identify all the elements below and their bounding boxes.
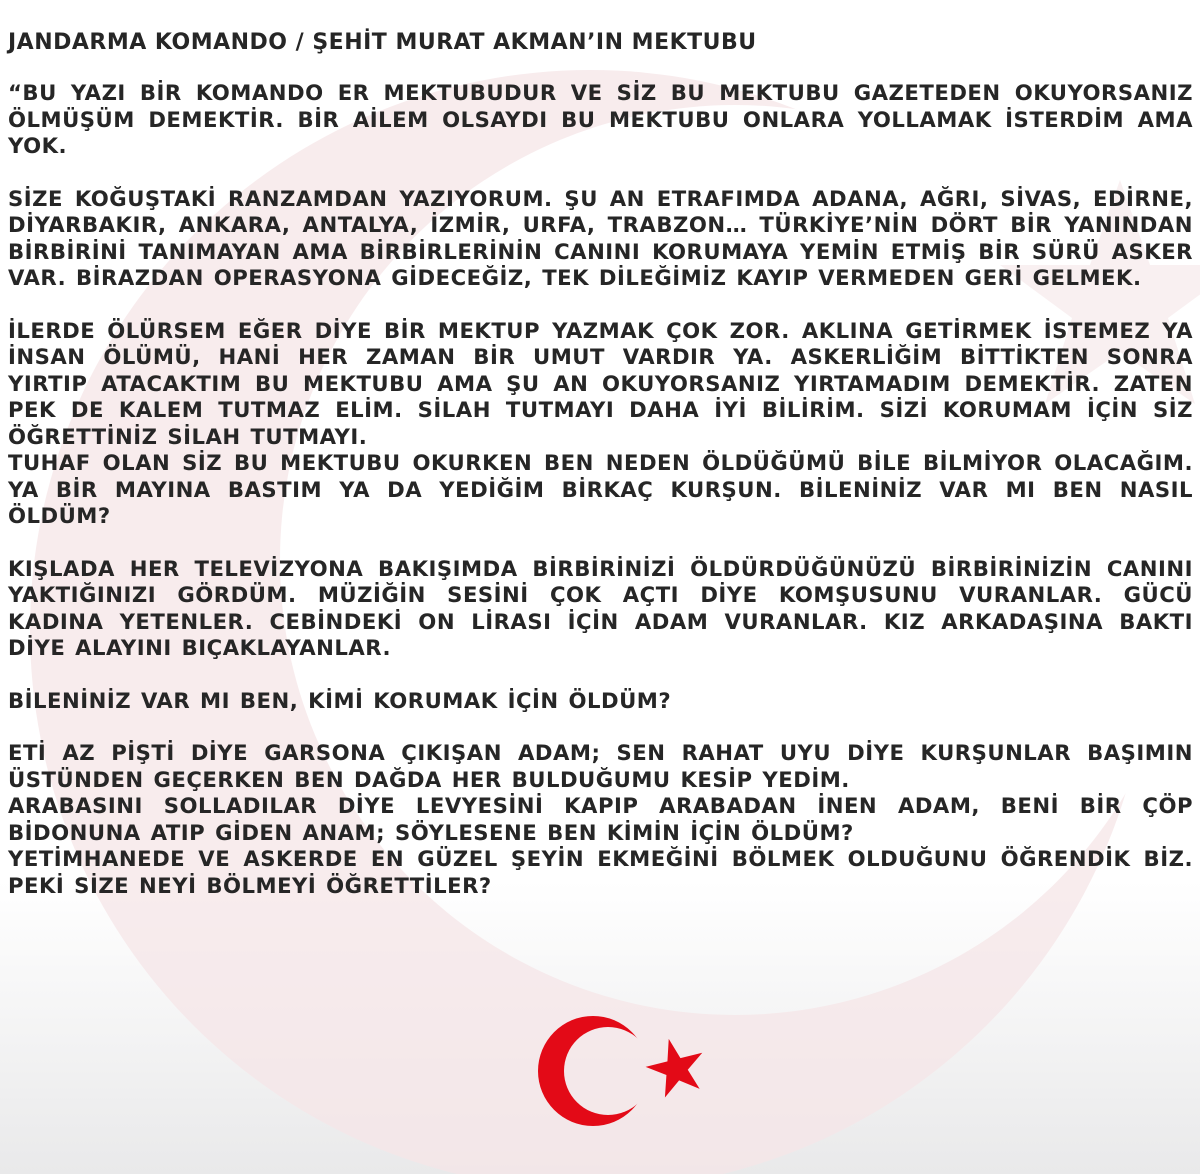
letter-paragraph-how-i-died: TUHAF OLAN SİZ BU MEKTUBU OKURKEN BEN NEDEN ÖLDÜĞÜMÜ BİLE BİLMİYOR OLACAĞIM. YA BİR MAYINA BASTIM YA DA YEDİĞİM BİRKAÇ KURŞUN. BİLENİNİZ VAR MI BEN NASIL ÖLDÜM?: [8, 450, 1193, 528]
letter-paragraph-television: KIŞLADA HER TELEVİZYONA BAKIŞIMDA BİRBİRİNİZİ ÖLDÜRDÜĞÜNÜZÜ BİRBİRİNİZİN CANINI YAKTIĞINIZI GÖRDÜM. MÜZİĞİN SESİNİ ÇOK AÇTI DİYE KOMŞUSUNU VURANLAR. GÜCÜ KADINA YETENLER. CEBİNDEKİ ON LİRASI İÇİN ADAM VURANLAR. KIZ ARKADAŞINA BAKTI DİYE ALAYINI BIÇAKLAYANLAR.: [8, 555, 1193, 660]
letter-paragraph-if-i-die: İLERDE ÖLÜRSEM EĞER DİYE BİR MEKTUP YAZMAK ÇOK ZOR. AKLINA GETİRMEK İSTEMEZ YA İNSAN ÖLÜMÜ, HANİ HER ZAMAN BİR UMUT VARDIR YA. ASKERLİĞİM BİTTİKTEN SONRA YIRTIP ATACAKTIM BU MEKTUBU AMA ŞU AN OKUYORSANIZ YIRTAMADIM DEMEKTİR. ZATEN PEK DE KALEM TUTMAZ ELİM. SİLAH TUTMAYI DAHA İYİ BİLİRİM. SİZİ KORUMAM İÇİN SİZ ÖĞRETTİNİZ SİLAH TUTMAYI.: [8, 317, 1193, 449]
letter-body: [8, 30, 1193, 899]
letter-paragraph-question: BİLENİNİZ VAR MI BEN, KİMİ KORUMAK İÇİN ÖLDÜM?: [8, 687, 672, 713]
letter-paragraph-bread: YETİMHANEDE VE ASKERDE EN GÜZEL ŞEYİN EKMEĞİNİ BÖLMEK OLDUĞUNU ÖĞRENDİK BİZ. PEKİ SİZE NEYİ BÖLMEYİ ÖĞRETTİLER?: [8, 846, 1193, 898]
turkish-crescent-star-icon: [536, 1016, 704, 1128]
letter-paragraph-intro: “BU YAZI BİR KOMANDO ER MEKTUBUDUR VE SİZ BU MEKTUBU GAZETEDEN OKUYORSANIZ ÖLMÜŞÜM DEMEKTİR. BİR AİLEM OLSAYDI BU MEKTUBU ONLARA YOLLAMAK İSTERDİM AMA YOK.: [8, 80, 1193, 158]
letter-title: JANDARMA KOMANDO / ŞEHİT MURAT AKMAN’IN MEKTUBU: [8, 30, 757, 55]
letter-paragraph-waiter: ETİ AZ PİŞTİ DİYE GARSONA ÇIKIŞAN ADAM; SEN RAHAT UYU DİYE KURŞUNLAR BAŞIMIN ÜSTÜNDEN GEÇERKEN BEN DAĞDA HER BULDUĞUMU KESİP YEDİM.: [8, 740, 1193, 792]
letter-paragraph-barracks: SİZE KOĞUŞTAKİ RANZAMDAN YAZIYORUM. ŞU AN ETRAFIMDA ADANA, AĞRI, SİVAS, EDİRNE, DİYARBAKIR, ANKARA, ANTALYA, İZMİR, URFA, TRABZON… TÜRKİYE’NİN DÖRT BİR YANINDAN BİRBİRİNİ TANIMAYAN AMA BİRBİRLERİNİN CANINI KORUMAYA YEMİN ETMİŞ BİR SÜRÜ ASKER VAR. BİRAZDAN OPERASYONA GİDECEĞİZ, TEK DİLEĞİMİZ KAYIP VERMEDEN GERİ GELMEK.: [8, 185, 1193, 290]
letter-paragraph-mother: ARABASINI SOLLADILAR DİYE LEVYESİNİ KAPIP ARABADAN İNEN ADAM, BENİ BİR ÇÖP BİDONUNA ATIP GİDEN ANAM; SÖYLESENE BEN KİMİN İÇİN ÖLDÜM?: [8, 793, 1193, 845]
